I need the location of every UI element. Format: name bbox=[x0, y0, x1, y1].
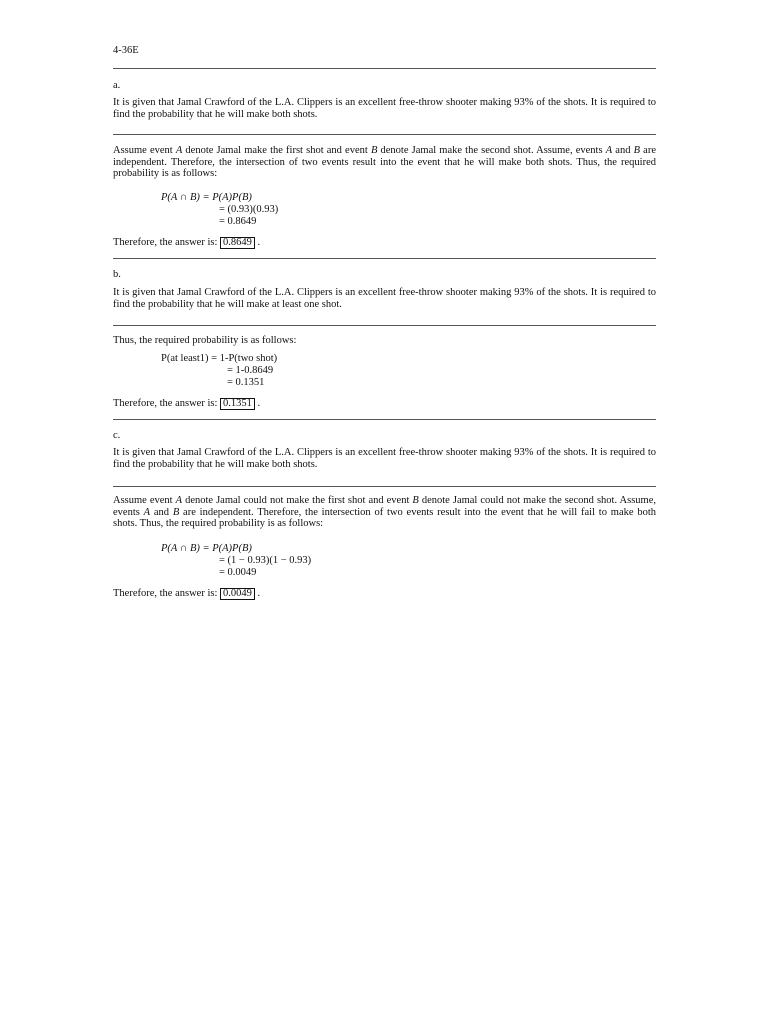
part-a-explanation-text: Assume event A denote Jamal make the first shot and event B denote Jamal make the second shot. Assume, events A and B are independent. Therefore, the intersection of two events result into the event that he will make both shots. Thus, the required probability is as follows: bbox=[113, 145, 656, 179]
part-a-label-block bbox=[113, 80, 656, 92]
part-b-explanation bbox=[113, 335, 656, 347]
divider bbox=[113, 134, 656, 135]
divider bbox=[113, 258, 656, 259]
answer-suffix: . bbox=[254, 398, 261, 409]
answer-prefix: Therefore, the answer is: bbox=[113, 588, 220, 599]
part-b-explanation-text: Thus, the required probability is as follows: bbox=[113, 335, 297, 346]
equation-line: P(A ∩ B) = P(A)P(B) bbox=[161, 192, 252, 203]
part-b-given-text: It is given that Jamal Crawford of the L.A. Clippers is an excellent free-throw shooter making 93% of the shots. It is required to find the probability that he will make at least one shot. bbox=[113, 287, 656, 310]
part-c-given-text: It is given that Jamal Crawford of the L.A. Clippers is an excellent free-throw shooter making 93% of the shots. It is required to find the probability that he will make both shots. bbox=[113, 447, 656, 470]
part-a-label: a. bbox=[113, 80, 121, 91]
part-c-given bbox=[113, 447, 656, 470]
part-b-answer bbox=[113, 398, 656, 410]
equation-line: = 0.1351 bbox=[227, 377, 265, 388]
part-a-given-text: It is given that Jamal Crawford of the L.A. Clippers is an excellent free-throw shooter making 93% of the shots. It is required to find the probability that he will make both shots. bbox=[113, 97, 656, 120]
answer-prefix: Therefore, the answer is: bbox=[113, 237, 220, 248]
equation-line: = 1-0.8649 bbox=[227, 365, 274, 376]
answer-suffix: . bbox=[254, 588, 261, 599]
part-c-explanation-text: Assume event A denote Jamal could not make the first shot and event B denote Jamal could not make the second shot. Assume, events A and B are independent. Therefore, the intersection of two events result into the event that he will fail to make both shots. Thus, the required probability is as follows: bbox=[113, 495, 656, 529]
divider bbox=[113, 325, 656, 326]
part-c-answer bbox=[113, 588, 656, 600]
answer-box: 0.0049 bbox=[220, 588, 255, 600]
answer-box: 0.8649 bbox=[220, 237, 255, 249]
part-b-label-block bbox=[113, 269, 656, 281]
answer-box: 0.1351 bbox=[220, 398, 255, 410]
divider bbox=[113, 68, 656, 69]
equation-line: P(at least1) = 1-P(two shot) bbox=[161, 353, 278, 364]
equation-line: = (0.93)(0.93) bbox=[219, 204, 279, 215]
part-b-given bbox=[113, 287, 656, 310]
part-a-given bbox=[113, 97, 656, 120]
answer-suffix: . bbox=[254, 237, 261, 248]
divider bbox=[113, 419, 656, 420]
problem-id: 4-36E bbox=[113, 45, 139, 56]
part-a-answer bbox=[113, 237, 656, 249]
equation-line: = 0.0049 bbox=[219, 567, 257, 578]
answer-prefix: Therefore, the answer is: bbox=[113, 398, 220, 409]
part-c-explanation bbox=[113, 495, 656, 530]
part-c-label-block bbox=[113, 430, 656, 442]
equation-line: = 0.8649 bbox=[219, 216, 257, 227]
equation-line: P(A ∩ B) = P(A)P(B) bbox=[161, 543, 252, 554]
divider bbox=[113, 486, 656, 487]
part-c-label: c. bbox=[113, 430, 121, 441]
part-b-label: b. bbox=[113, 269, 121, 280]
equation-line: = (1 − 0.93)(1 − 0.93) bbox=[219, 555, 312, 566]
part-a-explanation bbox=[113, 145, 656, 180]
